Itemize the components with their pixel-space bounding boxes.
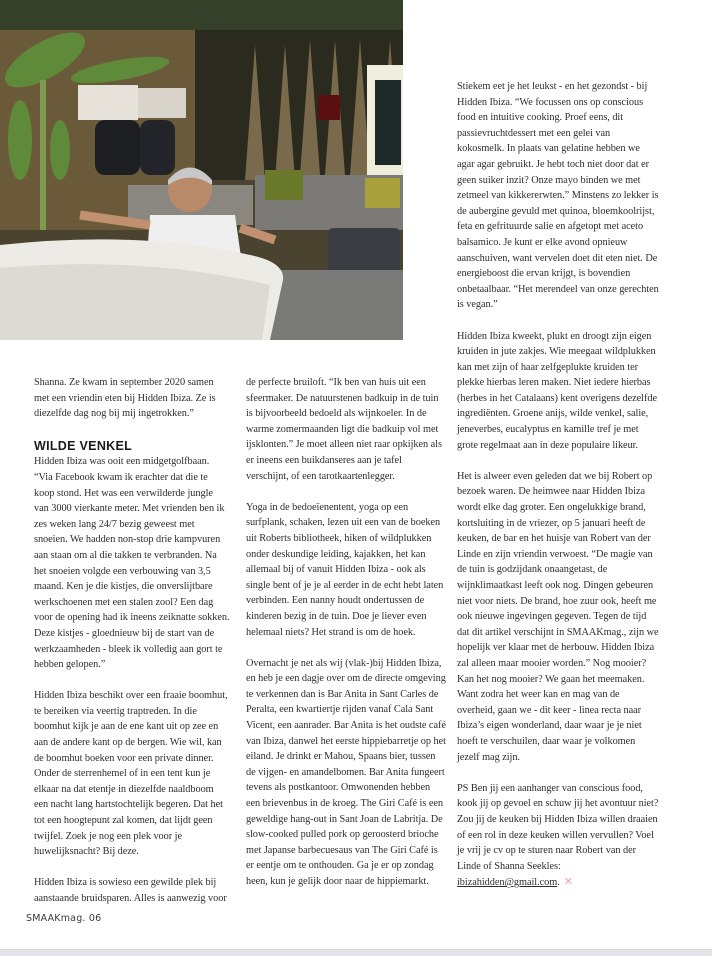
- article-column-1: [34, 375, 230, 907]
- paragraph: Het is alweer even geleden dat we bij Robert op bezoek waren. De heimwee naar Hidden Ibiza wordt elke dag groter. Een ongelukkige brand, kortsluiting in de vriezer, op 5 januari heeft de keuken, de bar en het huisje van Robert van der Linde en zijn vriendin verwoest. “De magie van de tuin is godzijdank onaangetast, de wijnklimaatkast leeft ook nog. Dingen gebeuren niet voor niets. De brand, hoe zuur ook, heeft me ook nieuwe ingevingen gegeven. Tegen de tijd dat dit artikel verschijnt in SMAAKmag., zijn we hopelijk ver klaar met de herbouw. Hidden Ibiza zal alleen maar mooier worden.” Nog mooier? Kan het nog mooier? We gaan het meemaken. Want zodra het weer kan en mag van de overheid, gaan we - dit keer - linea recta naar Ibiza’s eigen wonderland, daar waar je je niet hoeft te verschuilen, daar waar je volkomen jezelf mag zijn.: [457, 470, 659, 763]
- close-icon[interactable]: ✕: [563, 875, 573, 889]
- bottom-scroll-edge: [0, 949, 712, 956]
- photo-illustration: [0, 0, 403, 340]
- article-column-2: [246, 375, 446, 890]
- contact-text: PS Ben jij een aanhanger van conscious food, kook jij op gevoel en schuw jij het avontuur niet? Zou jij de keuken bij Hidden Ibiza willen draaien of een rol in deze keuken willen vervullen? Voel je vrij je cv op te sturen naar Robert van der Linde of Shanna Seekles:: [457, 782, 659, 872]
- paragraph: Hidden Ibiza was ooit een midgetgolfbaan. “Via Facebook kwam ik erachter dat die te koop stond. Het was een verwilderde jungle van 3000 vierkante meter. Met vrienden ben ik zes weken lang 24/7 bezig geweest met snoeien. We hadden non-stop drie kampvuren aan staan om al die takken te verbranden. Na het snoeien volgde een verbouwing van 3,5 maand. Ken je die kistjes, die onverslijtbare werkschoenen met een stalen zool? Een dag voor de opening had ik ineens zeiknatte sokken. Deze kistjes - gloednieuw bij de start van de werkzaamheden - bleek ik volledig aan gort te hebben gelopen.”: [34, 456, 230, 671]
- page-footer: SMAAKmag. 06: [26, 913, 102, 924]
- paragraph: Overnacht je net als wij (vlak-)bij Hidden Ibiza, en heb je een dagje over om de directe omgeving te verkennen dan is Bar Anita in Sant Carles de Peralta, een kwartiertje rijden vanaf Cala Sant Vicent, een aanrader. Bar Anita is het oudste café van Ibiza, danwel het eerste hippiebarretje op het eiland. Je drinkt er Mahou, Spaans bier, tussen de vijgen- en amandelbomen. Bar Anita fungeert tevens als postkantoor. Omwonenden hebben een brievenbus in de kroeg. The Giri Café is een geweldige hang-out in Sant Joan de Labritja. De slow-cooked pulled pork op geroosterd brioche met Japanse barbecuesaus van The Giri Café is er eentje om te onthouden. Ga je er op zondag heen, kun je gelijk door naar de hippiemarkt.: [246, 657, 446, 887]
- email-link[interactable]: ibizahidden@gmail.com: [457, 877, 558, 889]
- paragraph: Hidden Ibiza is sowieso een gewilde plek bij aanstaande bruidsparen. Alles is aanwezig voor: [34, 877, 227, 904]
- paragraph: Hidden Ibiza beschikt over een fraaie boomhut, te bereiken via veertig traptreden. In die boomhut kijk je aan de ene kant uit op zee en aan de andere kant op de bergen. Wie wil, kan de boomhut boeken voor een private dinner. Onder de sterrenhemel of in een tent kun je elkaar na dat etentje in diezelfde naaldboom een nacht lang hartstochtelijk begeren. Dat het tot een hoogtepunt zal komen, dat lijdt geen twijfel. Zoek je nog een plek voor je huwelijksnacht? Bij deze.: [34, 690, 228, 858]
- paragraph: Hidden Ibiza kweekt, plukt en droogt zijn eigen kruiden in jute zakjes. Wie meegaat wildplukken kan met zijn of haar zelfgeplukte kruiden ter plekke hierbas leren maken. Niet iedere hierbas (herbes in het Catalaans) kent overigens dezelfde ingrediënten. Groene anijs, wilde venkel, salie, jeneverbes, eucalyptus en kamille tref je met grote regelmaat aan in deze populaire likeur.: [457, 330, 657, 451]
- section-heading: WILDE VENKEL: [34, 439, 133, 454]
- hero-photo: [0, 0, 403, 340]
- paragraph: Yoga in de bedoeïenentent, yoga op een surfplank, schaken, lezen uit een van de boeken uit Roberts bibliotheek, hiken of wildplukken onder deskundige leiding, kajakken, het kan allemaal bij of vanuit Hidden Ibiza - ook als single bent of je je al eerder in de echt hebt laten verbinden. Een nanny houdt ondertussen de kinderen bezig in de tuin. Doe je liever even helemaal niets? Het strand is om de hoek.: [246, 501, 444, 638]
- article-column-3: [457, 79, 659, 891]
- email-suffix: .: [557, 877, 560, 889]
- paragraph: de perfecte bruiloft. “Ik ben van huis uit een sfeermaker. De natuurstenen badkuip in de tuin is bijvoorbeeld bedoeld als wijnkoeler. In de warme zomermaanden ligt die badkuip vol met ijsklonten.” Je moet alleen niet raar opkijken als er ineens een buikdanseres aan je tafel verschijnt, of een tarotkaartenlegger.: [246, 377, 442, 482]
- paragraph-contact: [457, 781, 659, 891]
- paragraph: Stiekem eet je het leukst - en het gezondst - bij Hidden Ibiza. “We focussen ons op conscious food en intuitive cooking. Proef eens, dit passievruchtdessert met een gelei van kokosmelk. In plaats van gelatine hebben we agar agar gebruikt. Je hebt toch niet door dat er geen suiker inzit? Onze mayo binden we met zetmeel van kikkererwten.” Minstens zo lekker is de aubergine gevuld met quinoa, bloemkoolrijst, feta en gefrituurde salie en afgetopt met aceto balsamico. Je kunt er elke avond opnieuw aanschuiven, want vervelen doet dit eten niet. De energieboost die ervan krijgt, is bovendien onbetaalbaar. “Het merendeel van onze gerechten is vegan.”: [457, 81, 659, 311]
- paragraph: Shanna. Ze kwam in september 2020 samen met een vriendin eten bij Hidden Ibiza. Ze is diezelfde dag nog bij mij ingetrokken.”: [34, 377, 216, 420]
